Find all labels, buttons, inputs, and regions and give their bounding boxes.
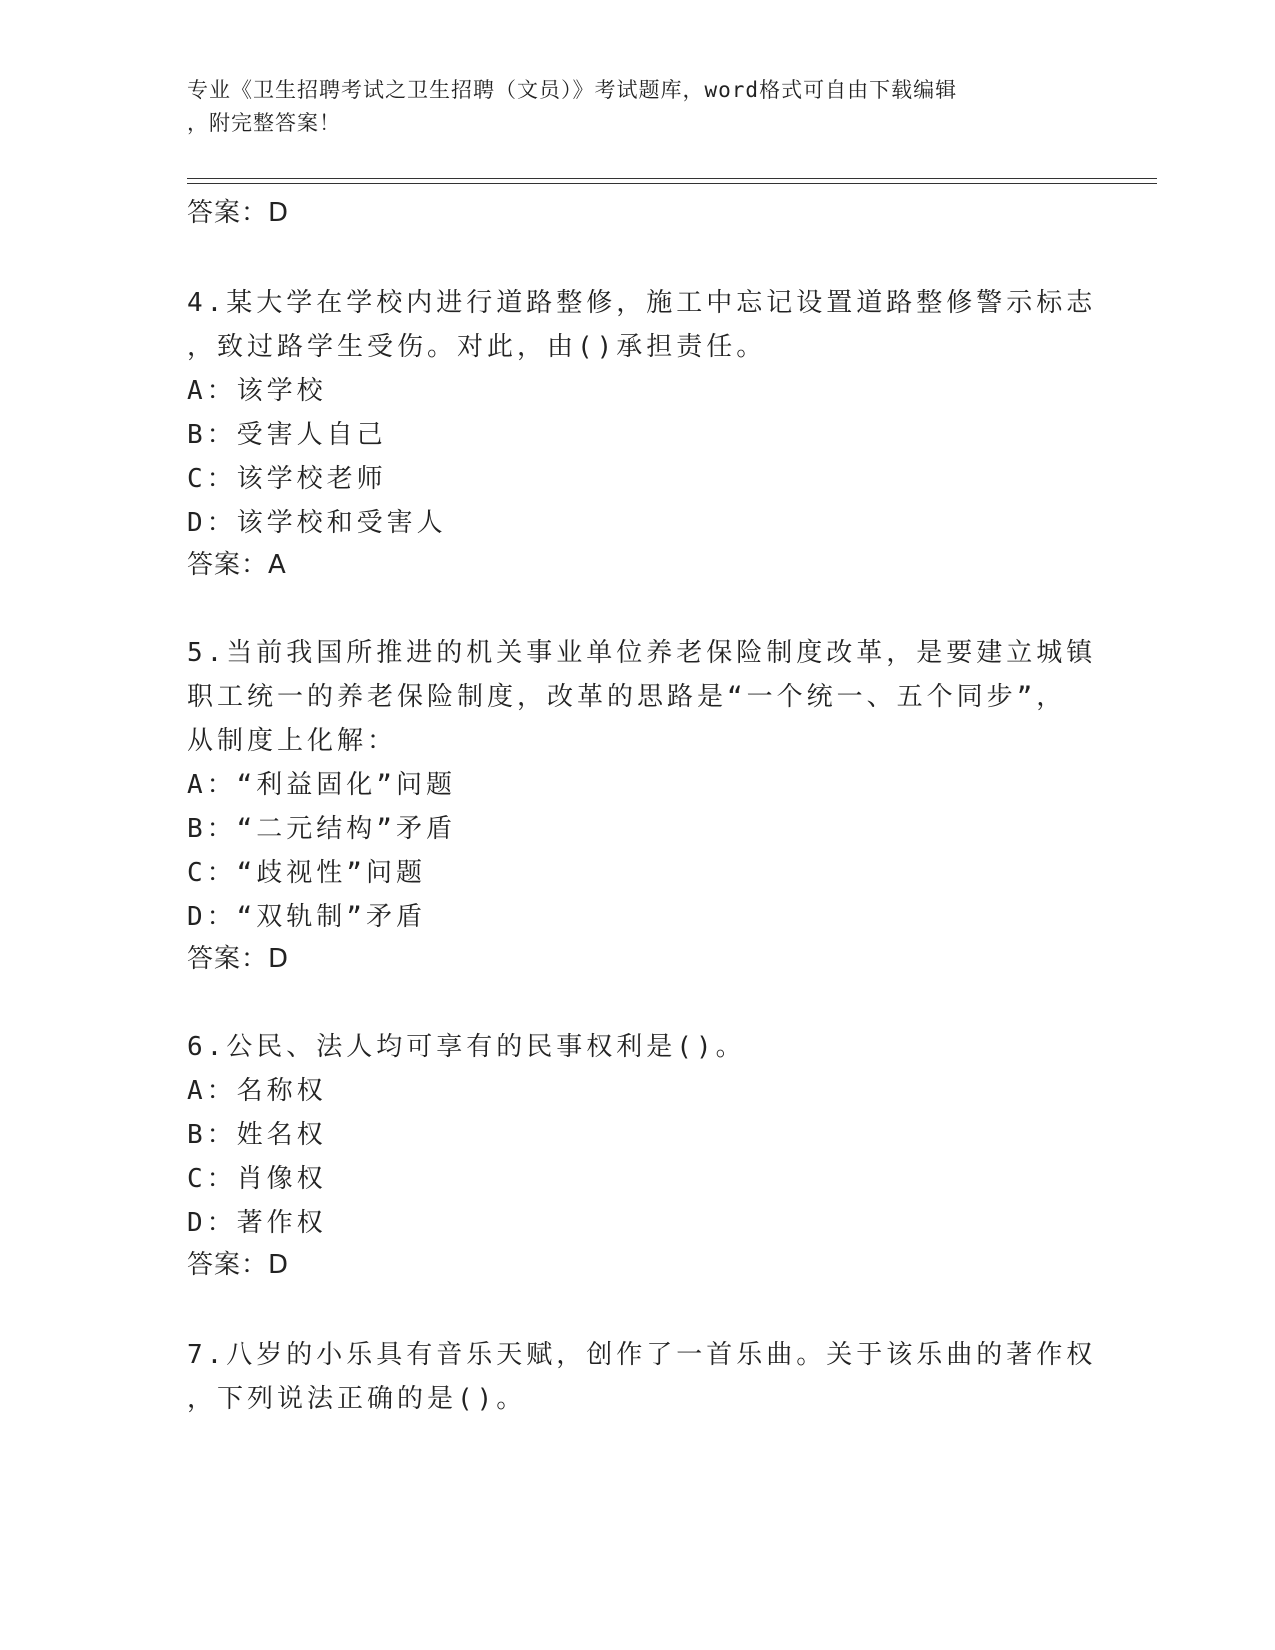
question-7-stem-line-2: ，下列说法正确的是()。 xyxy=(187,1384,527,1414)
question-4-option-a: A：该学校 xyxy=(187,376,327,406)
question-5-option-a: A：“利益固化”问题 xyxy=(187,770,456,800)
question-4-stem-line-1: 4.某大学在学校内进行道路整修，施工中忘记设置道路整修警示标志 xyxy=(187,288,1097,318)
document-header-line-1: 专业《卫生招聘考试之卫生招聘（文员）》考试题库，word格式可自由下载编辑 xyxy=(187,78,958,102)
previous-question-answer: 答案：D xyxy=(187,198,290,228)
header-divider-top xyxy=(187,178,1157,179)
header-divider-bottom xyxy=(187,183,1157,184)
question-5-answer: 答案：D xyxy=(187,944,290,974)
question-6-stem-line-1: 6.公民、法人均可享有的民事权利是()。 xyxy=(187,1032,746,1062)
question-4-answer: 答案：A xyxy=(187,550,287,580)
document-header-line-2: ，附完整答案！ xyxy=(187,111,341,135)
question-6-option-d: D：著作权 xyxy=(187,1208,327,1238)
question-4-option-b: B：受害人自己 xyxy=(187,420,387,450)
question-6-option-c: C：肖像权 xyxy=(187,1164,327,1194)
question-4-option-c: C：该学校老师 xyxy=(187,464,387,494)
question-5-stem-line-3: 从制度上化解： xyxy=(187,726,398,756)
question-5-option-d: D：“双轨制”矛盾 xyxy=(187,902,426,932)
question-7-stem-line-1: 7.八岁的小乐具有音乐天赋，创作了一首乐曲。关于该乐曲的著作权 xyxy=(187,1340,1097,1370)
question-6-option-a: A：名称权 xyxy=(187,1076,327,1106)
question-4-option-d: D：该学校和受害人 xyxy=(187,508,447,538)
question-5-stem-line-2: 职工统一的养老保险制度，改革的思路是“一个统一、五个同步”， xyxy=(187,682,1067,712)
question-6-option-b: B：姓名权 xyxy=(187,1120,327,1150)
question-6-answer: 答案：D xyxy=(187,1250,290,1280)
question-5-option-c: C：“歧视性”问题 xyxy=(187,858,426,888)
question-5-stem-line-1: 5.当前我国所推进的机关事业单位养老保险制度改革，是要建立城镇 xyxy=(187,638,1097,668)
question-5-option-b: B：“二元结构”矛盾 xyxy=(187,814,456,844)
question-4-stem-line-2: ，致过路学生受伤。对此，由()承担责任。 xyxy=(187,332,767,362)
